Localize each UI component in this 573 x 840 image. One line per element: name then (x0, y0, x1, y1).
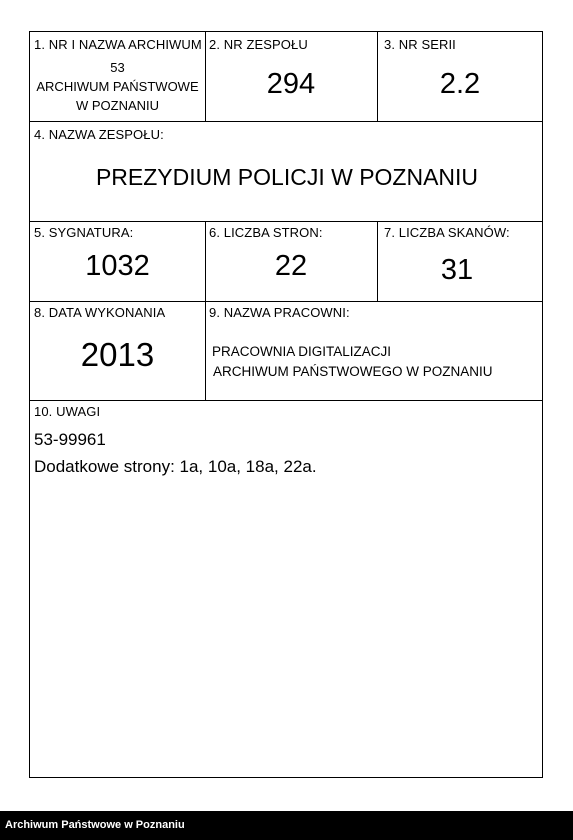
field1-label: 1. NR I NAZWA ARCHIWUM (34, 37, 202, 52)
field3-label: 3. NR SERII (384, 37, 456, 52)
archive-name-line2: W POZNANIU (75, 98, 160, 113)
workshop-name-line2: ARCHIWUM PAŃSTWOWEGO W POZNANIU (213, 364, 493, 379)
page-count-value: 22 (274, 250, 308, 282)
field5-label: 5. SYGNATURA: (34, 225, 134, 240)
footer-bar (0, 811, 573, 840)
workshop-name-line1: PRACOWNIA DIGITALIZACJI (212, 344, 392, 359)
field9-label: 9. NAZWA PRACOWNI: (209, 305, 350, 320)
archive-metadata-card (29, 31, 543, 778)
scan-count-value: 31 (440, 254, 474, 286)
fonds-name: PREZYDIUM POLICJI W POZNANIU (95, 164, 479, 190)
field7-label: 7. LICZBA SKANÓW: (384, 225, 510, 240)
field4-label: 4. NAZWA ZESPOŁU: (34, 127, 164, 142)
series-number: 2.2 (439, 68, 481, 100)
col-divider-r4a (205, 301, 206, 400)
row-divider-1 (30, 121, 542, 122)
footer-text: Archiwum Państwowe w Poznaniu (5, 819, 185, 831)
archive-number: 53 (110, 60, 125, 75)
fonds-number: 294 (266, 68, 316, 100)
notes-line1: 53-99961 (34, 430, 106, 449)
archive-name-line1: ARCHIWUM PAŃSTWOWE (36, 79, 199, 94)
row-divider-2 (30, 221, 542, 222)
field8-label: 8. DATA WYKONANIA (34, 305, 166, 320)
signature-value: 1032 (85, 250, 150, 282)
field2-label: 2. NR ZESPOŁU (209, 37, 308, 52)
field6-label: 6. LICZBA STRON: (209, 225, 323, 240)
row-divider-4 (30, 400, 542, 401)
notes-line2: Dodatkowe strony: 1a, 10a, 18a, 22a. (34, 457, 317, 476)
creation-date-value: 2013 (80, 336, 155, 373)
field10-label: 10. UWAGI (34, 404, 101, 419)
row-divider-3 (30, 301, 542, 302)
